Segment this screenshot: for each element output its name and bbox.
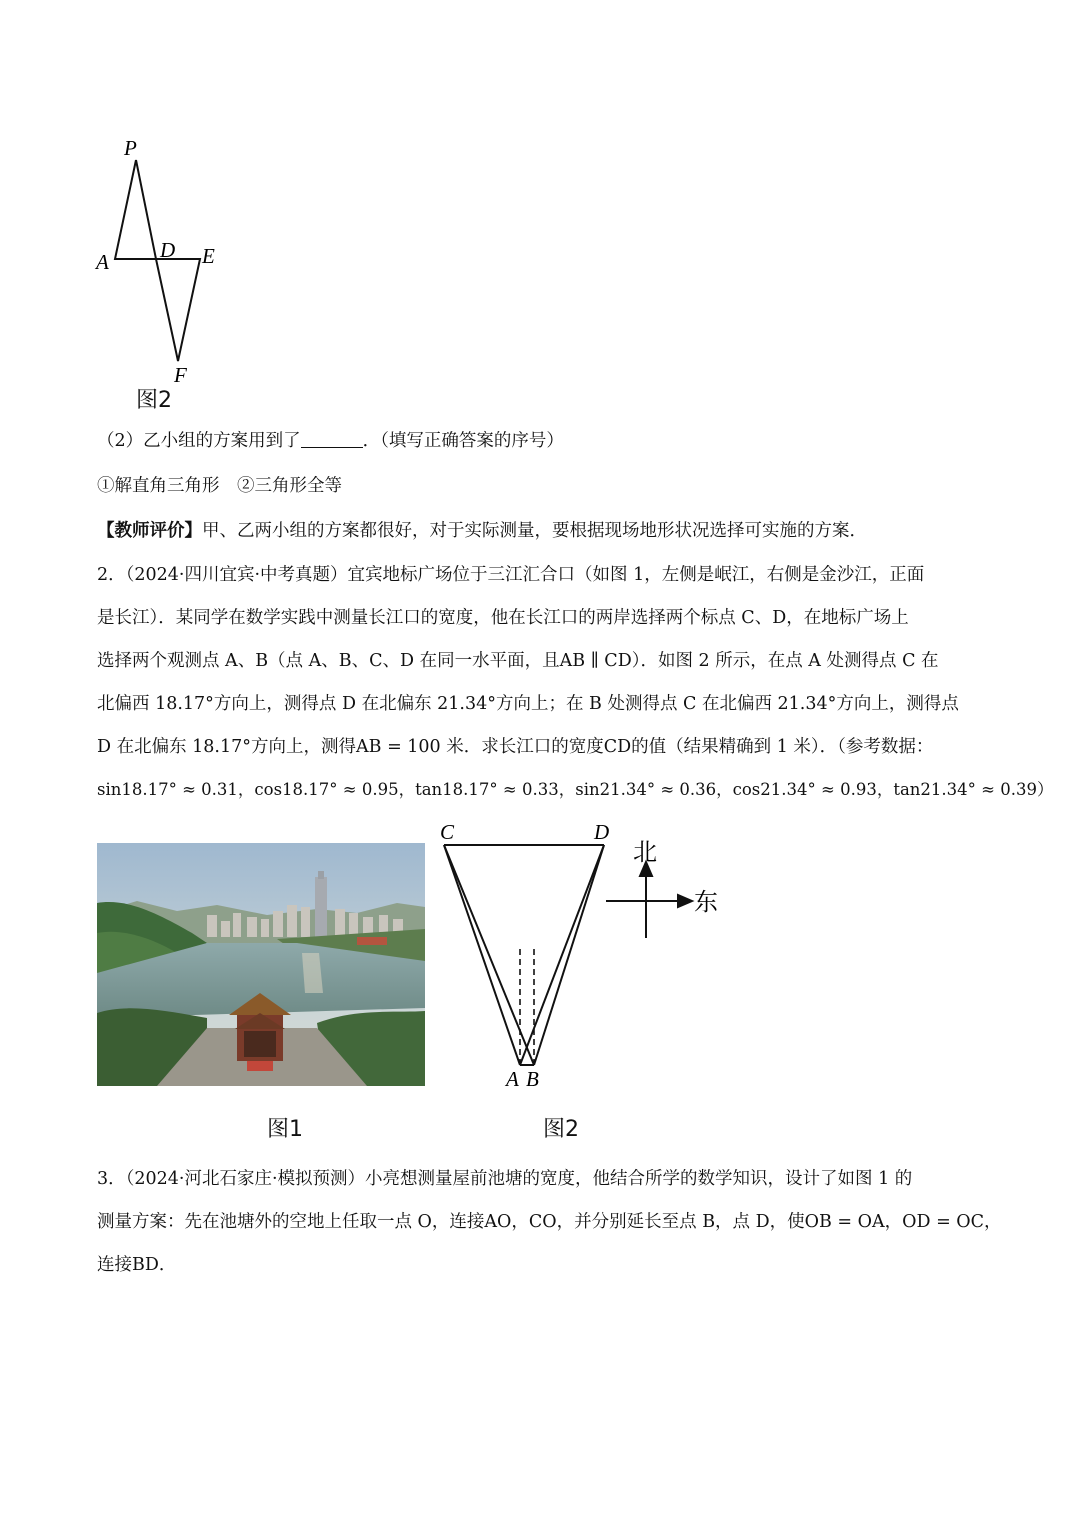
label-e: E xyxy=(202,244,215,268)
label-a: A xyxy=(96,250,109,274)
photo-yibin-plaza xyxy=(97,843,425,1086)
label-c: C xyxy=(440,820,455,844)
q2-line-5: D 在北偏东 18.17°方向上，测得AB = 100 米．求长江口的宽度CD的值（结果精确到 1 米）．（参考数据： xyxy=(97,737,934,757)
label-b-fig2: B xyxy=(526,1067,539,1091)
compass-north-label: 北 xyxy=(633,838,657,866)
q1-part2-line xyxy=(97,428,997,454)
label-p: P xyxy=(124,136,137,160)
label-a-fig2: A xyxy=(506,1067,519,1091)
segment-da xyxy=(520,845,604,1065)
q1-part2-prefix: （2）乙小组的方案用到了 xyxy=(97,431,301,451)
triangle-def xyxy=(156,259,200,361)
answer-blank xyxy=(301,429,363,448)
q3-line-3: 连接BD． xyxy=(97,1255,177,1275)
triangle-apd xyxy=(115,160,156,259)
label-f: F xyxy=(174,363,187,387)
q3-line-2: 测量方案：先在池塘外的空地上任取一点 O，连接AO，CO，并分别延长至点 B，点 D，使OB = OA，OD = OC， xyxy=(97,1212,1002,1232)
q2-line-3: 选择两个观测点 A、B（点 A、B、C、D 在同一水平面，且AB ∥ CD）．如图 2 所示，在点 A 处测得点 C 在 xyxy=(97,651,939,671)
q2-line-1: 2．（2024·四川宜宾·中考真题）宜宾地标广场位于三江汇合口（如图 1，左侧是岷江，右侧是金沙江，正面 xyxy=(97,565,925,585)
q2-line-4: 北偏西 18.17°方向上，测得点 D 在北偏东 21.34°方向上；在 B 处测得点 C 在北偏西 21.34°方向上，测得点 xyxy=(97,694,959,714)
teacher-comment-text: 甲、乙两小组的方案都很好，对于实际测量，要根据现场地形状况选择可实施的方案． xyxy=(202,521,867,541)
q2-line-2: 是长江）．某同学在数学实践中测量长江口的宽度，他在长江口的两岸选择两个标点 C、D，在地标广场上 xyxy=(97,608,909,628)
figure-triangles-pdef xyxy=(90,135,250,395)
teacher-comment-tag: 【教师评价】 xyxy=(97,521,202,541)
q2-line-6: sin18.17° ≈ 0.31，cos18.17° ≈ 0.95，tan18.17° ≈ 0.33，sin21.34° ≈ 0.36，cos21.34° ≈ 0.93，tan21.34° ≈ 0.39） xyxy=(97,780,1054,799)
figure-caption-top: 图2 xyxy=(136,388,172,413)
q1-part2-suffix: ．（填写正确答案的序号） xyxy=(362,431,564,451)
teacher-comment xyxy=(97,518,997,544)
compass-east-label: 东 xyxy=(694,888,718,916)
label-d: D xyxy=(160,238,176,262)
q3-line-1: 3．（2024·河北石家庄·模拟预测）小亮想测量屋前池塘的宽度，他结合所学的数学知识，设计了如图 1 的 xyxy=(97,1169,913,1189)
figure-2-caption: 图2 xyxy=(543,1117,579,1142)
q1-options: ①解直角三角形 ②三角形全等 xyxy=(97,476,342,496)
compass-icon xyxy=(600,832,730,947)
figure-1-caption: 图1 xyxy=(267,1117,303,1142)
label-d-fig2: D xyxy=(594,820,610,844)
segment-ca xyxy=(444,845,520,1065)
segment-db xyxy=(534,845,604,1065)
